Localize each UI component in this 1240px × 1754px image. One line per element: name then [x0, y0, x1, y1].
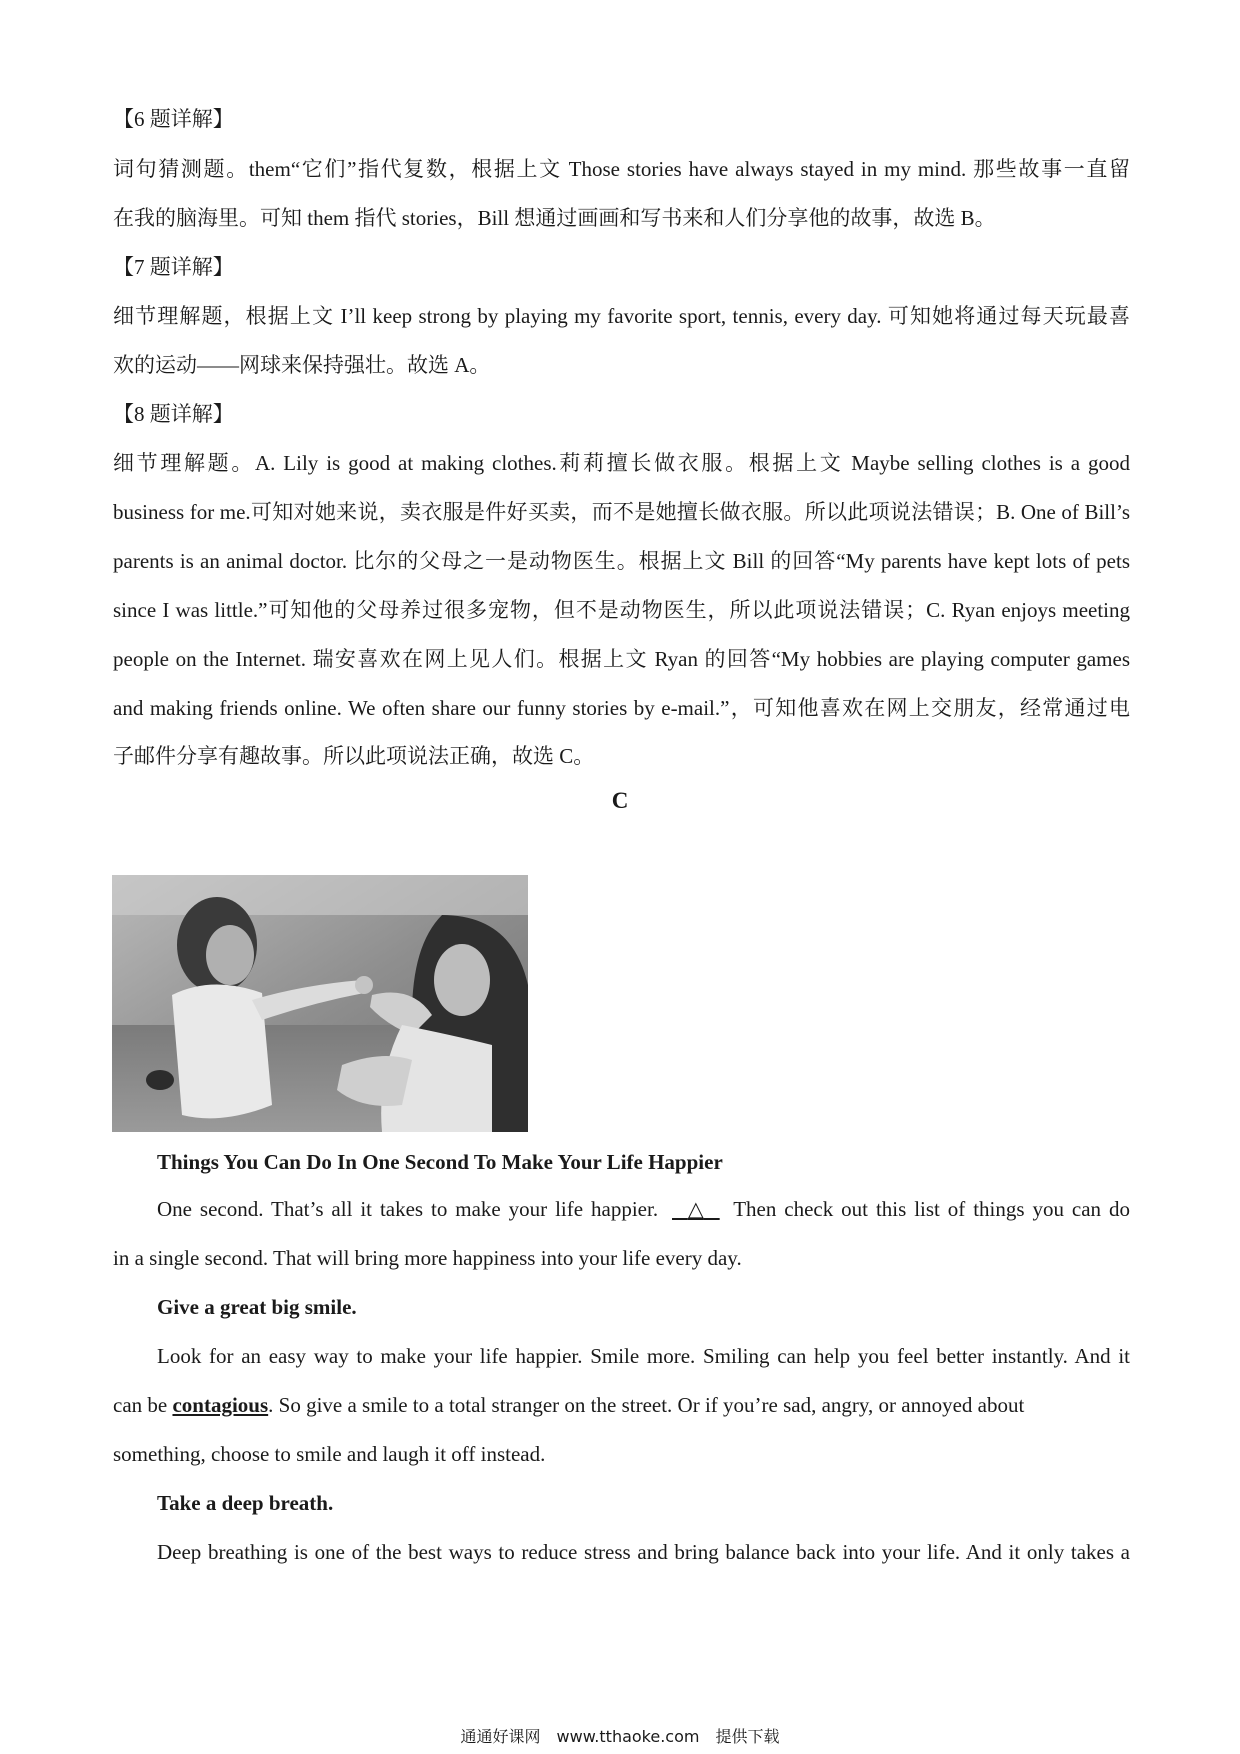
article-p2-line-2 [113, 1390, 1130, 1420]
q7-line-1: 细节理解题，根据上文 I’ll keep strong by playing my favorite sport, tennis, every day. 可知她将通过每天玩最喜 [113, 304, 1130, 328]
q7-heading: 【7 题详解】 [113, 255, 234, 279]
footer-site-name: 通通好课网 [460, 1727, 541, 1746]
article-p3-line-1: Deep breathing is one of the best ways to reduce stress and bring balance back into your life. And it only takes a [157, 1540, 1130, 1564]
q7-line-2: 欢的运动——网球来保持强壮。故选 A。 [113, 353, 491, 377]
footer-url[interactable]: www.tthaoke.com [556, 1727, 700, 1746]
q8-line-6: and making friends online. We often share our funny stories by e-mail.”，可知他喜欢在网上交朋友，经常通过电 [113, 696, 1130, 720]
article-p1-text-a: One second. That’s all it takes to make your life happier. [157, 1197, 659, 1221]
q8-line-3: parents is an animal doctor. 比尔的父母之一是动物医生。根据上文 Bill 的回答“My parents have kept lots of pets [113, 549, 1130, 573]
q8-line-7: 子邮件分享有趣故事。所以此项说法正确，故选 C。 [113, 744, 595, 768]
article-p2-text-a: can be [113, 1393, 168, 1417]
article-p2-line-1: Look for an easy way to make your life happier. Smile more. Smiling can help you feel better instantly. And it [157, 1344, 1130, 1368]
article-p1-line-1 [157, 1194, 1130, 1224]
q6-line-1: 词句猜测题。them“它们”指代复数，根据上文 Those stories have always stayed in my mind. 那些故事一直留 [113, 157, 1130, 181]
answer-blank [666, 1194, 726, 1224]
q8-heading: 【8 题详解】 [113, 402, 234, 426]
article-title: Things You Can Do In One Second To Make Your Life Happier [157, 1150, 723, 1174]
q6-line-2: 在我的脑海里。可知 them 指代 stories，Bill 想通过画画和写书来和人们分享他的故事，故选 B。 [113, 206, 996, 230]
q6-heading: 【6 题详解】 [113, 107, 234, 131]
article-p1-line-2: in a single second. That will bring more happiness into your life every day. [113, 1246, 742, 1270]
article-p1-text-b: Then check out this list of things you can do [733, 1197, 1130, 1221]
underlined-word: contagious [172, 1393, 269, 1417]
subheading-smile: Give a great big smile. [157, 1295, 357, 1319]
q8-line-2: business for me.可知对她来说，卖衣服是件好买卖，而不是她擅长做衣服。所以此项说法错误；B. One of Bill’s [113, 500, 1130, 524]
article-p2-line-3: something, choose to smile and laugh it off instead. [113, 1442, 546, 1466]
article-photo [112, 875, 528, 1132]
q8-line-1: 细节理解题。A. Lily is good at making clothes.莉莉擅长做衣服。根据上文 Maybe selling clothes is a good [113, 451, 1130, 475]
page-footer [0, 1727, 1240, 1747]
q8-line-5: people on the Internet. 瑞安喜欢在网上见人们。根据上文 Ryan 的回答“My hobbies are playing computer games [113, 647, 1130, 671]
blank-mark: △ [687, 1197, 704, 1221]
q8-line-4: since I was little.”可知他的父母养过很多宠物，但不是动物医生，所以此项说法错误；C. Ryan enjoys meeting [113, 598, 1130, 622]
article-p2-text-b: . So give a smile to a total stranger on the street. Or if you’re sad, angry, or annoyed about [268, 1393, 1025, 1417]
section-label: C [611, 788, 629, 813]
subheading-breath: Take a deep breath. [157, 1491, 334, 1515]
footer-note: 提供下载 [715, 1727, 780, 1746]
